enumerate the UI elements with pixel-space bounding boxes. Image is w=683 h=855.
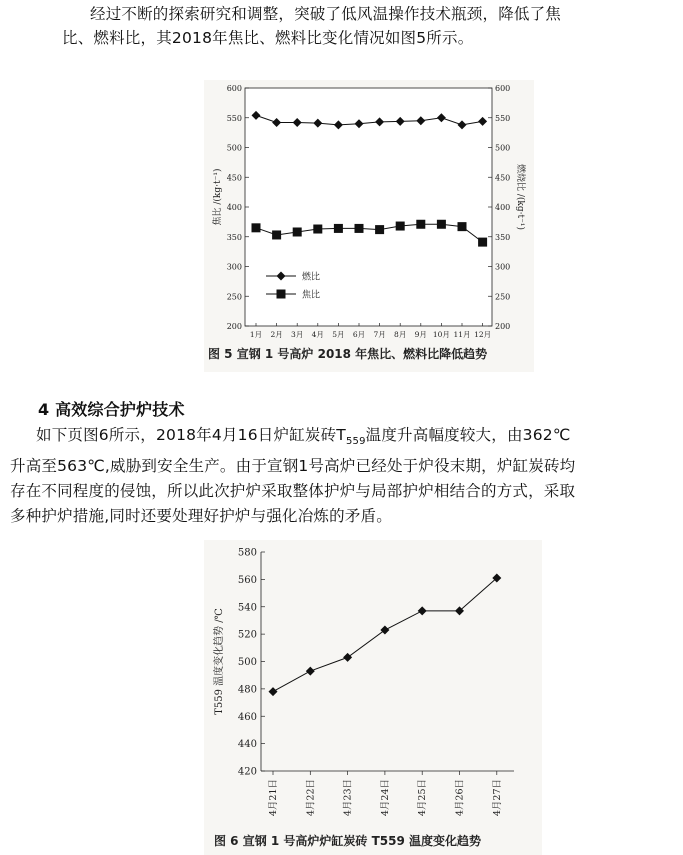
y-tick-label-left: 400	[226, 203, 242, 212]
body-paragraph	[10, 423, 675, 529]
x-tick-label: 4月27日	[491, 779, 503, 817]
x-tick-label: 6月	[352, 330, 366, 339]
body-line-1	[10, 423, 675, 454]
series-line-t559	[273, 578, 497, 692]
x-tick-label: 4月21日	[268, 779, 279, 817]
y-tick-label-right: 600	[495, 84, 511, 93]
y-tick-label: 460	[237, 711, 257, 723]
body-line-3: 存在不同程度的侵蚀，所以此次护炉采取整体护炉与局部护炉相结合的方式，采取	[10, 482, 576, 501]
intro-line-2: 比、燃料比，其2018年焦比、燃料比变化情况如图5所示。	[62, 29, 474, 47]
intro-paragraph	[62, 2, 662, 50]
data-point-coke-ratio	[478, 238, 487, 247]
body-line-4: 多种护炉措施,同时还要处理好护炉与强化冶炼的矛盾。	[10, 507, 392, 526]
body-line-1-text-cont: 温度升高幅度较大，由362℃	[365, 426, 571, 444]
data-point-coke-ratio	[375, 225, 384, 234]
y-tick-label-right: 300	[495, 262, 511, 272]
legend-label: 焦比	[302, 290, 321, 301]
y-tick-label-right: 200	[495, 322, 511, 331]
y-tick-label-right: 250	[495, 292, 511, 302]
data-point-t559	[418, 606, 427, 615]
y-tick-label: 420	[237, 766, 257, 778]
x-tick-label: 4月24日	[379, 779, 391, 817]
data-point-t559	[269, 687, 278, 696]
y-tick-label: 500	[237, 657, 257, 668]
y-tick-label: 440	[237, 739, 257, 751]
x-tick-label: 9月	[414, 330, 427, 339]
data-point-t559	[343, 653, 352, 662]
figure-6-caption: 图 6 宣钢 1 号高炉炉缸炭砖 T559 温度变化趋势	[214, 834, 482, 848]
y-axis-label: T559 温度变化趋势 /℃	[214, 608, 225, 715]
data-point-t559	[306, 667, 315, 676]
y-tick-label: 560	[237, 574, 257, 586]
y-tick-label-left: 200	[226, 322, 242, 331]
y-axis-label-right: 燃烧比 /(kg·t⁻¹)	[515, 164, 525, 230]
data-point-coke-ratio	[437, 220, 446, 229]
legend-marker-square	[277, 290, 286, 299]
body-line-2: 升高至563℃,威胁到安全生产。由于宣钢1号高炉已经处于炉役末期，炉缸炭砖均	[10, 457, 576, 476]
figure-5-caption: 图 5 宣钢 1 号高炉 2018 年焦比、燃料比降低趋势	[208, 347, 488, 361]
data-point-coke-ratio	[458, 222, 467, 231]
y-tick-label-left: 600	[226, 84, 242, 93]
x-tick-label: 4月23日	[342, 779, 354, 817]
x-tick-label: 4月25日	[417, 779, 429, 817]
data-point-coke-ratio	[252, 223, 261, 232]
x-tick-label: 3月	[291, 330, 304, 339]
body-line-1-subscript: 559	[345, 436, 366, 448]
data-point-coke-ratio	[396, 222, 405, 231]
data-point-coke-ratio	[293, 227, 302, 236]
y-tick-label-left: 300	[226, 262, 242, 272]
y-tick-label-right: 550	[495, 113, 511, 123]
x-tick-label: 8月	[394, 330, 407, 339]
y-tick-label-left: 550	[226, 113, 242, 123]
y-axis-label-left: 焦比 /(kg·t⁻¹)	[213, 168, 223, 226]
y-tick-label-right: 450	[495, 173, 511, 183]
body-line-1-text: 如下页图6所示，2018年4月16日炉缸炭砖T	[36, 426, 346, 444]
data-point-coke-ratio	[416, 220, 425, 229]
y-tick-label: 580	[237, 547, 257, 559]
x-tick-label: 10月	[432, 330, 450, 339]
y-tick-label-left: 500	[226, 143, 242, 153]
x-tick-label: 4月22日	[305, 779, 317, 817]
figure-5-chart	[204, 80, 534, 372]
data-point-t559	[380, 626, 389, 635]
y-tick-label-right: 350	[495, 232, 511, 242]
x-tick-label: 5月	[332, 330, 345, 339]
y-tick-label-left: 350	[226, 232, 242, 242]
y-tick-label-left: 250	[226, 292, 242, 302]
section-heading: 4 高效综合护炉技术	[38, 400, 185, 419]
y-tick-label: 540	[237, 602, 257, 614]
figure-6-chart	[204, 540, 542, 855]
x-tick-label: 11月	[453, 330, 471, 339]
intro-line-1: 经过不断的探索研究和调整，突破了低风温操作技术瓶颈，降低了焦	[90, 5, 562, 23]
legend-label: 燃比	[302, 272, 321, 283]
x-tick-label: 4月26日	[454, 779, 466, 817]
data-point-coke-ratio	[334, 224, 343, 233]
y-tick-label: 520	[237, 629, 257, 641]
x-tick-label: 2月	[270, 330, 283, 339]
x-tick-label: 12月	[474, 330, 492, 339]
y-tick-label-right: 400	[495, 203, 511, 212]
y-tick-label-left: 450	[226, 173, 242, 183]
y-tick-label-right: 500	[495, 143, 511, 153]
data-point-coke-ratio	[313, 225, 322, 234]
data-point-coke-ratio	[355, 224, 364, 233]
x-tick-label: 1月	[249, 330, 263, 339]
data-point-coke-ratio	[272, 230, 281, 239]
y-tick-label: 480	[237, 684, 257, 696]
x-tick-label: 7月	[373, 330, 386, 339]
x-tick-label: 4月	[311, 330, 324, 339]
